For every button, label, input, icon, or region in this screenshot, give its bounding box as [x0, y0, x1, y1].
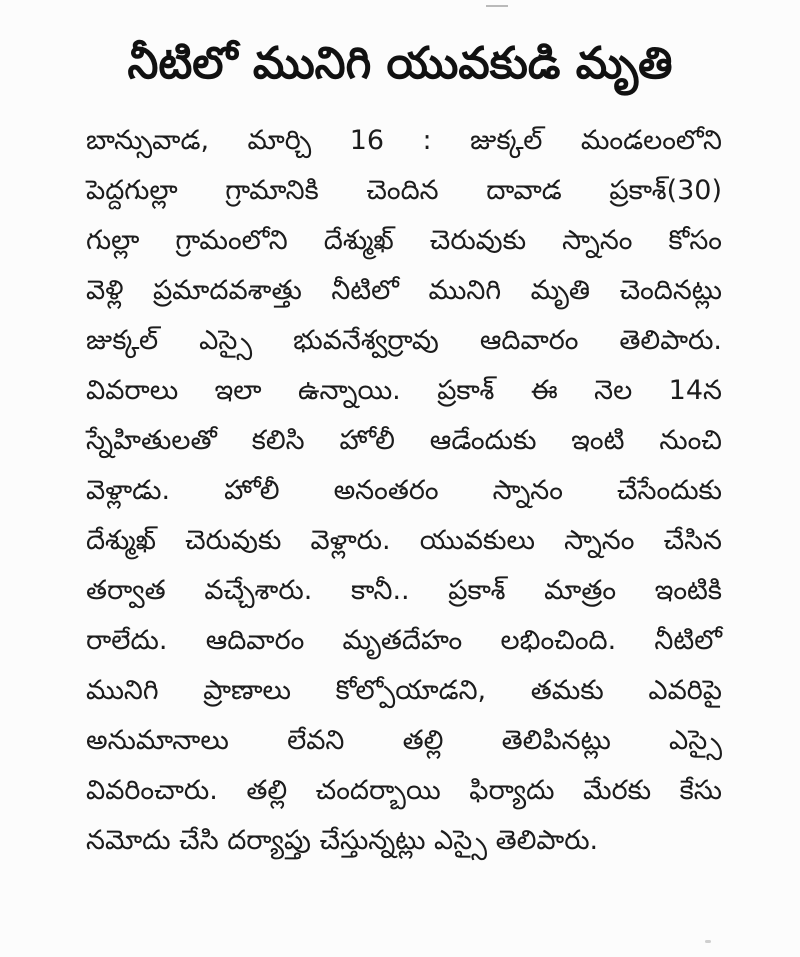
article-line: దేశ్ముఖ్ చెరువుకు వెళ్లారు. యువకులు స్నానం చేసిన: [86, 525, 722, 556]
cropped-text-fragment: [486, 0, 508, 7]
article-line: వెళ్లి ప్రమాదవశాత్తు నీటిలో మునిగి మృతి చెందినట్లు: [86, 275, 722, 306]
article-line: వివరాలు ఇలా ఉన్నాయి. ప్రకాశ్ ఈ నెల 14న: [86, 375, 722, 406]
article-line: మునిగి ప్రాణాలు కోల్పోయాడని, తమకు ఎవరిపై: [86, 675, 722, 706]
article-headline: నీటిలో మునిగి యువకుడి మృతి: [127, 38, 673, 89]
article-line: రాలేదు. ఆదివారం మృతదేహం లభించింది. నీటిలో: [86, 625, 722, 656]
article-line: గుల్లా గ్రామంలోని దేశ్ముఖ్ చెరువుకు స్నానం కోసం: [86, 225, 722, 256]
article-line: బాన్సువాడ, మార్చి 16 : జుక్కల్ మండలంలోని: [86, 125, 722, 156]
article-line: జుక్కల్ ఎస్సై భువనేశ్వర్రావు ఆదివారం తెలిపారు.: [86, 325, 722, 356]
article-line: నమోదు చేసి దర్యాప్తు చేస్తున్నట్లు ఎస్సై తెలిపారు.: [86, 825, 599, 856]
article-line: అనుమానాలు లేవని తల్లి తెలిపినట్లు ఎస్సై: [86, 725, 722, 756]
article-body: [86, 116, 722, 866]
paper-speck: [705, 940, 711, 943]
article-line: స్నేహితులతో కలిసి హోలీ ఆడేందుకు ఇంటి నుంచి: [86, 425, 722, 456]
article-line: తర్వాత వచ్చేశారు. కానీ.. ప్రకాశ్ మాత్రం ఇంటికి: [86, 575, 722, 606]
article-line: వెళ్లాడు. హోలీ అనంతరం స్నానం చేసేందుకు: [86, 475, 722, 506]
article-line: పెద్దగుల్లా గ్రామానికి చెందిన దావాడ ప్రకాశ్(30): [86, 175, 722, 206]
article-line: వివరించారు. తల్లి చందర్బాయి ఫిర్యాదు మేరకు కేసు: [86, 775, 722, 806]
